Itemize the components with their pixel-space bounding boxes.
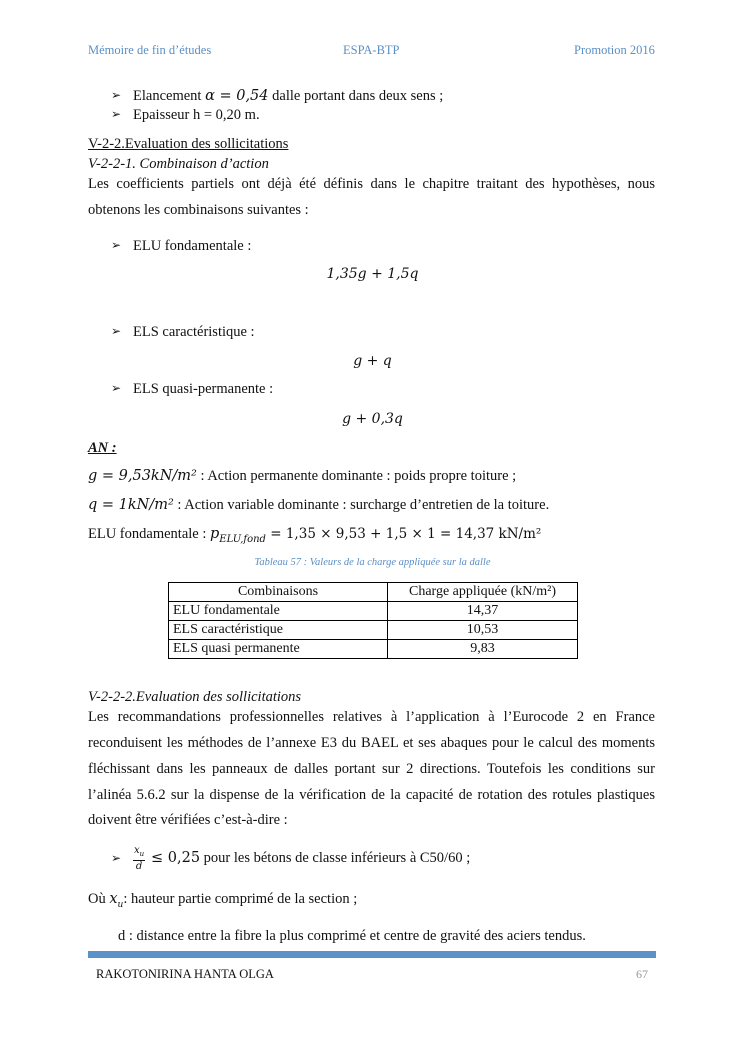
els-qp-formula: g + 0,3q <box>342 411 403 427</box>
arrow-bullet-icon: ➢ <box>111 88 122 102</box>
paragraph-line: Les coefficients partiels ont déjà été définis dans le chapitre traitant des hypothèses, nous <box>88 176 655 192</box>
header-center: ESPA-BTP <box>343 43 400 57</box>
elu-result-formula: = 1,35 × 9,53 + 1,5 × 1 = 14,37 kN/m² <box>265 526 542 542</box>
fraction <box>133 845 145 872</box>
q-text: : Action variable dominante : surcharge d’entretien de la toiture. <box>173 497 550 513</box>
header-left: Mémoire de fin d’études <box>88 43 212 57</box>
an-q-line <box>88 497 549 514</box>
elu-formula: 1,35g + 1,5q <box>326 266 419 282</box>
section-heading: V-2-2.Evaluation des sollicitations <box>88 136 289 152</box>
fraction-denominator: d <box>135 861 143 872</box>
definition-d: d : distance entre la fibre la plus comprimé et centre de gravité des aciers tendus. <box>118 928 586 944</box>
p-symbol: p <box>210 526 220 542</box>
table-row <box>169 621 578 640</box>
footer-author: RAKOTONIRINA HANTA OLGA <box>96 967 274 981</box>
paragraph-line: fléchissant dans les panneaux de dalles portant sur 2 directions. Toutefois les conditions sur <box>88 761 655 777</box>
q-formula: q = 1kN/m² <box>88 497 174 513</box>
charges-table <box>168 582 578 659</box>
table-header: Combinaisons <box>169 583 388 602</box>
els-formula: g + q <box>353 353 392 369</box>
bullet-text: ELS caractéristique : <box>133 324 255 340</box>
subsection-heading: V-2-2-2.Evaluation des sollicitations <box>88 689 302 705</box>
an-elu-line <box>88 526 541 545</box>
table-cell-label: ELU fondamentale <box>169 602 388 621</box>
p-subscript: ELU,fond <box>219 533 266 545</box>
elu-text: ELU fondamentale : <box>88 526 210 542</box>
arrow-bullet-icon: ➢ <box>111 381 122 395</box>
header-right: Promotion 2016 <box>574 43 655 57</box>
arrow-bullet-icon: ➢ <box>111 107 122 121</box>
bullet-text: ELU fondamentale : <box>133 238 252 254</box>
table-cell-value: 10,53 <box>388 621 578 640</box>
table-caption: Tableau 57 : Valeurs de la charge appliquée sur la dalle <box>254 557 491 568</box>
alpha-formula: α = 0,54 <box>205 88 269 104</box>
paragraph-line: reconduisent les méthodes de l’annexe E3 du BAEL et ses abaques pour le calcul des moments <box>88 735 655 751</box>
an-g-line <box>88 468 516 485</box>
condition-formula: ≤ 0,25 <box>151 850 201 866</box>
table-header: Charge appliquée (kN/m²) <box>388 583 578 602</box>
paragraph-line: l’alinéa 5.6.2 sur la dispense de la vérification de la capacité de rotation des rotules plastiques <box>88 787 655 803</box>
table-cell-value: 14,37 <box>388 602 578 621</box>
bullet-text: Epaisseur h = 0,20 m. <box>133 107 260 123</box>
paragraph-line: obtenons les combinaisons suivantes : <box>88 202 309 218</box>
table-cell-label: ELS quasi permanente <box>169 640 388 659</box>
g-text: : Action permanente dominante : poids propre toiture ; <box>196 468 517 484</box>
g-formula: g = 9,53kN/m² <box>88 468 197 484</box>
bullet-text: ELS quasi-permanente : <box>133 381 274 397</box>
an-label: AN : <box>88 440 117 456</box>
table-cell-value: 9,83 <box>388 640 578 659</box>
subsection-heading: V-2-2-1. Combinaison d’action <box>88 156 269 172</box>
fraction-numerator: $x_u$ <box>133 845 145 861</box>
condition-text: ≤ 0,25 pour les bétons de classe inférieurs à C50/60 ; <box>151 850 471 866</box>
where-line: Où $x_u$: hauteur partie comprimé de la section ; <box>88 891 358 910</box>
paragraph-line: Les recommandations professionnelles relatives à l’application à l’Eurocode 2 en France <box>88 709 655 725</box>
bullet-text-suffix: dalle portant dans deux sens ; <box>268 88 444 104</box>
footer-divider <box>88 951 656 958</box>
table-row <box>169 602 578 621</box>
page-number: 67 <box>636 967 648 981</box>
arrow-bullet-icon: ➢ <box>111 238 122 252</box>
table-row <box>169 640 578 659</box>
arrow-bullet-icon: ➢ <box>111 851 122 865</box>
xu-symbol: x <box>109 891 118 907</box>
table-cell-label: ELS caractéristique <box>169 621 388 640</box>
table-header-row <box>169 583 578 602</box>
arrow-bullet-icon: ➢ <box>111 324 122 338</box>
paragraph-line: doivent être vérifiées c’est-à-dire : <box>88 812 288 828</box>
bullet-text: Elancement <box>133 88 206 104</box>
